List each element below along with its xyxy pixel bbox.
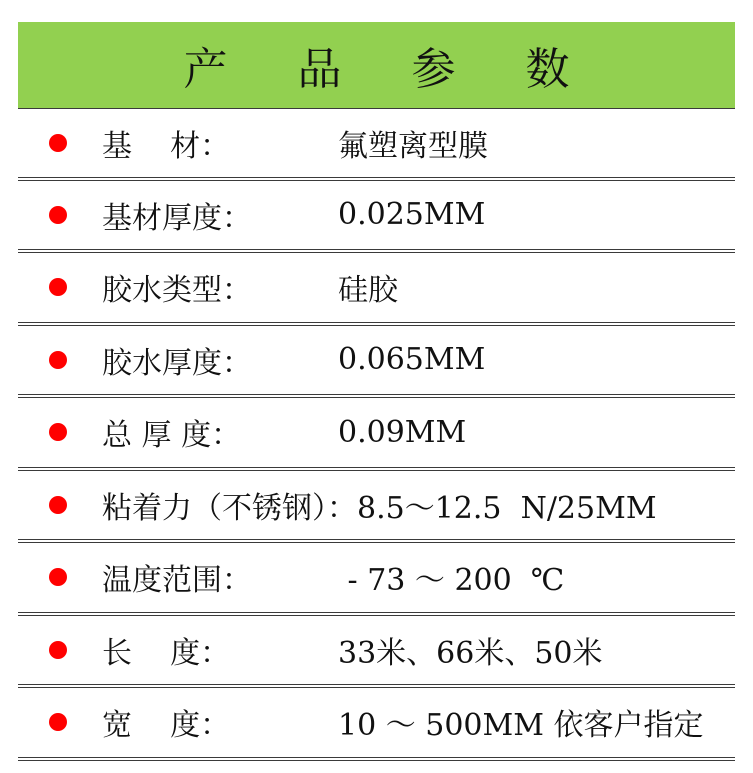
param-row-temperature-range: [18, 543, 735, 616]
param-value: 0.065MM: [338, 342, 486, 378]
param-row-length: [18, 616, 735, 689]
bullet-icon: [49, 423, 67, 441]
page-title: 产 品 参 数: [183, 44, 598, 95]
bullet-icon: [49, 351, 67, 369]
bullet-icon: [49, 641, 67, 659]
param-label: 基材厚度：: [102, 200, 252, 236]
param-row-adhesive-type: [18, 253, 735, 326]
param-label: 总 厚 度：: [102, 418, 242, 454]
parameter-table: [18, 108, 735, 761]
bullet-icon: [49, 206, 67, 224]
param-row-base-thickness: [18, 181, 735, 254]
param-row-adhesion: [18, 471, 735, 544]
title-banner: [18, 22, 735, 108]
param-value: 硅胶: [338, 273, 398, 309]
param-label: 胶水厚度：: [102, 345, 252, 381]
bullet-icon: [49, 278, 67, 296]
param-label: 温度范围：: [102, 563, 252, 599]
param-value: 氟塑离型膜: [338, 128, 488, 164]
param-label: 宽 度：: [102, 708, 231, 744]
bullet-icon: [49, 568, 67, 586]
param-value: 0.09MM: [338, 414, 467, 450]
param-label: 粘着力（不锈钢）：8.5～12.5 N/25MM: [102, 490, 657, 526]
bullet-icon: [49, 134, 67, 152]
param-value: - 73 ～ 200 ℃: [338, 563, 565, 599]
bullet-icon: [49, 713, 67, 731]
param-row-adhesive-thickness: [18, 326, 735, 399]
bullet-icon: [49, 496, 67, 514]
param-row-total-thickness: [18, 398, 735, 471]
param-label: 胶水类型：: [102, 273, 252, 309]
param-value: 0.025MM: [338, 197, 486, 233]
param-row-width: [18, 688, 735, 761]
param-label: 长 度：: [102, 635, 231, 671]
param-value: 33米、66米、50米: [338, 635, 603, 671]
param-label: 基 材：: [102, 128, 231, 164]
param-row-base-material: [18, 108, 735, 181]
param-value: 10 ～ 500MM 依客户指定: [338, 708, 704, 744]
